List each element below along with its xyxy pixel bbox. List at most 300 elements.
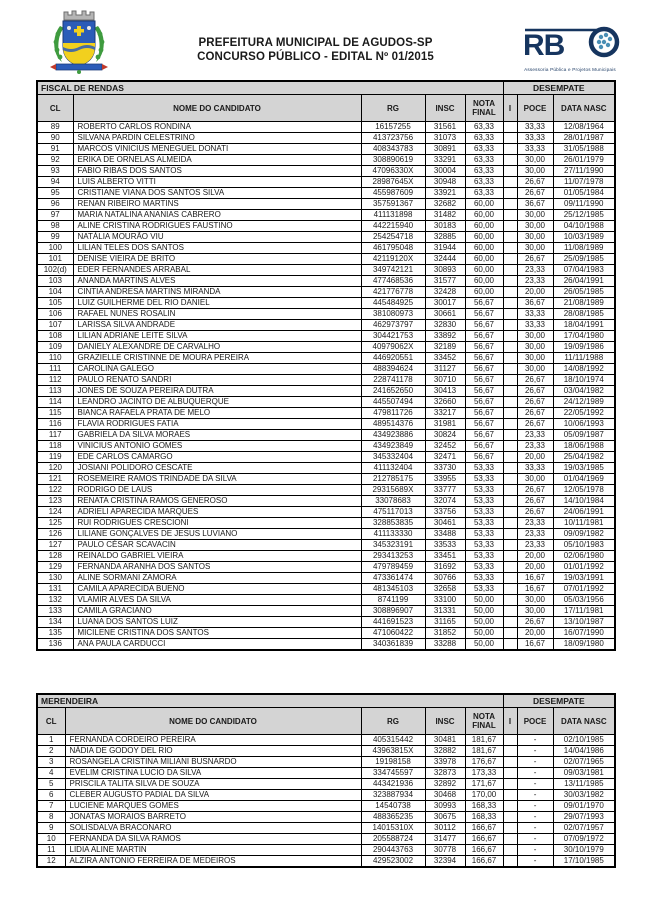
cell: 345332404: [361, 452, 425, 463]
cell: 106: [37, 309, 73, 320]
cell: 22/05/1992: [553, 408, 615, 419]
cell: 18/10/1974: [553, 375, 615, 386]
cell: CAROLINA GALEGO: [73, 364, 361, 375]
cell: 40979062X: [361, 342, 425, 353]
cell: JOSIANI POLIDORO CESCATE: [73, 463, 361, 474]
cell: 168,33: [465, 812, 503, 823]
cell: 357591367: [361, 199, 425, 210]
cell: 408343783: [361, 144, 425, 155]
cell: 29/07/1993: [553, 812, 615, 823]
cell: [503, 779, 517, 790]
cell: 308890619: [361, 155, 425, 166]
cell: EDER FERNANDES ARRABAL: [73, 265, 361, 276]
cell: 479811726: [361, 408, 425, 419]
cell: [503, 441, 517, 452]
cell: 02/10/1985: [553, 735, 615, 746]
cell: 56,67: [465, 430, 503, 441]
cell: 113: [37, 386, 73, 397]
cell: [503, 210, 517, 221]
cell: 17/11/1981: [553, 606, 615, 617]
table-row: [37, 463, 615, 474]
cell: [503, 790, 517, 801]
cell: 12: [37, 856, 65, 868]
cell: 30778: [425, 845, 465, 856]
cell: 429523002: [361, 856, 425, 868]
cell: LEANDRO JACINTO DE ALBUQUERQUE: [73, 397, 361, 408]
cell: [503, 419, 517, 430]
cell: 03/04/1982: [553, 386, 615, 397]
cell: 109: [37, 342, 73, 353]
cell: -: [517, 834, 553, 845]
cell: 53,33: [465, 518, 503, 529]
cell: FERNANDA DA SILVA RAMOS: [65, 834, 361, 845]
cell: 166,67: [465, 856, 503, 868]
table-row: [37, 397, 615, 408]
title-line-1: PREFEITURA MUNICIPAL DE AGUDOS-SP: [198, 37, 433, 49]
cell: EDE CARLOS CAMARGO: [73, 452, 361, 463]
cell: [503, 276, 517, 287]
cell: 7: [37, 801, 65, 812]
cell: 481345103: [361, 584, 425, 595]
col-header-data-nasc: DATA NASC: [553, 708, 615, 735]
cell: 30413: [425, 386, 465, 397]
table-row: [37, 364, 615, 375]
cell: 53,33: [465, 474, 503, 485]
cell: 25/09/1985: [553, 254, 615, 265]
cell: 95: [37, 188, 73, 199]
cell: 166,67: [465, 834, 503, 845]
cell: 30,00: [517, 606, 553, 617]
cell: 56,67: [465, 364, 503, 375]
cell: 308896907: [361, 606, 425, 617]
cell: [503, 801, 517, 812]
cell: 27/11/1990: [553, 166, 615, 177]
col-header-nota-final: NOTA FINAL: [465, 95, 503, 122]
cell: 166,67: [465, 845, 503, 856]
cell: 60,00: [465, 265, 503, 276]
table-row: [37, 353, 615, 364]
cell: 445484925: [361, 298, 425, 309]
table-row: [37, 408, 615, 419]
cell: 101: [37, 254, 73, 265]
cell: 31692: [425, 562, 465, 573]
cell: 445507494: [361, 397, 425, 408]
cell: [503, 474, 517, 485]
cell: 31981: [425, 419, 465, 430]
cell: 125: [37, 518, 73, 529]
cell: 132: [37, 595, 73, 606]
cell: 01/05/1984: [553, 188, 615, 199]
cell: -: [517, 779, 553, 790]
cell: [503, 584, 517, 595]
cell: FABIO RIBAS DOS SANTOS: [73, 166, 361, 177]
cell: REINALDO GABRIEL VIEIRA: [73, 551, 361, 562]
cell: [503, 452, 517, 463]
cell: 10/06/1993: [553, 419, 615, 430]
cell: 63,33: [465, 144, 503, 155]
cell: 33488: [425, 529, 465, 540]
cell: 36,67: [517, 298, 553, 309]
cell: 36,67: [517, 199, 553, 210]
cell: 11/11/1988: [553, 353, 615, 364]
cell: [503, 812, 517, 823]
cell: [503, 133, 517, 144]
table-row: [37, 606, 615, 617]
table-row: [37, 573, 615, 584]
cell: 60,00: [465, 254, 503, 265]
cell: 12/05/1978: [553, 485, 615, 496]
cell: 09/01/1970: [553, 801, 615, 812]
cell: 63,33: [465, 133, 503, 144]
cell: [503, 573, 517, 584]
cell: [503, 562, 517, 573]
table-row: [37, 779, 615, 790]
table-row: [37, 584, 615, 595]
cell: FERNANDA CORDEIRO PEREIRA: [65, 735, 361, 746]
cell: 2: [37, 746, 65, 757]
col-header-data-nasc: DATA NASC: [553, 95, 615, 122]
cell: 53,33: [465, 485, 503, 496]
cell: LUIZ GUILHERME DEL RIO DANIEL: [73, 298, 361, 309]
cell: RAFAEL NUNES ROSALIN: [73, 309, 361, 320]
cell: LUIS ALBERTO VITTI: [73, 177, 361, 188]
cell: 31127: [425, 364, 465, 375]
cell: 33078683: [361, 496, 425, 507]
table-row: [37, 210, 615, 221]
cell: 25/04/1982: [553, 452, 615, 463]
cell: 181,67: [465, 746, 503, 757]
cell: 91: [37, 144, 73, 155]
cell: 05/09/1987: [553, 430, 615, 441]
cell: CRISTIANE VIANA DOS SANTOS SILVA: [73, 188, 361, 199]
table-row: [37, 419, 615, 430]
cell: 30891: [425, 144, 465, 155]
cell: 104: [37, 287, 73, 298]
cell: 122: [37, 485, 73, 496]
cell: 50,00: [465, 617, 503, 628]
table-row: [37, 551, 615, 562]
table-row: [37, 540, 615, 551]
cell: 8: [37, 812, 65, 823]
cell: 228741178: [361, 375, 425, 386]
cell: 18/09/1980: [553, 639, 615, 651]
cell: [503, 757, 517, 768]
table-row: [37, 639, 615, 651]
cell: 107: [37, 320, 73, 331]
cell: [503, 496, 517, 507]
cell: [503, 485, 517, 496]
cell: [503, 254, 517, 265]
cell: 92: [37, 155, 73, 166]
section-title: FISCAL DE RENDAS: [37, 81, 503, 95]
cell: 11: [37, 845, 65, 856]
table-row: [37, 617, 615, 628]
cell: [503, 320, 517, 331]
cell: 31/05/1988: [553, 144, 615, 155]
cell: FLAVIA RODRIGUES FATIA: [73, 419, 361, 430]
cell: 90: [37, 133, 73, 144]
cell: 31482: [425, 210, 465, 221]
cell: 56,67: [465, 298, 503, 309]
cell: 56,67: [465, 342, 503, 353]
table-row: [37, 768, 615, 779]
cell: 20,00: [517, 562, 553, 573]
cell: 24/06/1991: [553, 507, 615, 518]
table-row: [37, 485, 615, 496]
cell: [503, 507, 517, 518]
cell: 50,00: [465, 628, 503, 639]
cell: 30,00: [517, 166, 553, 177]
cell: 09/09/1982: [553, 529, 615, 540]
cell: 30,00: [517, 595, 553, 606]
cell: 02/07/1965: [553, 757, 615, 768]
cell: LIDIA ALINE MARTIN: [65, 845, 361, 856]
cell: [503, 834, 517, 845]
cell: LUCIENE MARQUES GOMES: [65, 801, 361, 812]
column-header-row: [37, 95, 615, 122]
cell: MARCOS VINICIUS MENEGUEL DONATI: [73, 144, 361, 155]
cell: 32074: [425, 496, 465, 507]
cell: ANANDA MARTINS ALVES: [73, 276, 361, 287]
table-row: [37, 342, 615, 353]
cell: 105: [37, 298, 73, 309]
cell: 32885: [425, 232, 465, 243]
cell: [503, 331, 517, 342]
cell: 14/08/1992: [553, 364, 615, 375]
cell: 09/03/1981: [553, 768, 615, 779]
cell: 02/06/1980: [553, 551, 615, 562]
cell: [503, 463, 517, 474]
col-header-insc: INSC: [425, 95, 465, 122]
cell: 473361474: [361, 573, 425, 584]
cell: 32189: [425, 342, 465, 353]
table-row: [37, 441, 615, 452]
cell: 461795048: [361, 243, 425, 254]
section-title: MERENDEIRA: [37, 694, 503, 708]
cell: 19/09/1986: [553, 342, 615, 353]
cell: 19198158: [361, 757, 425, 768]
cell: LILIAN ADRIANE LEITE SILVA: [73, 331, 361, 342]
cell: 488394624: [361, 364, 425, 375]
cell: 29315689X: [361, 485, 425, 496]
cell: 23,33: [517, 518, 553, 529]
cell: 20,00: [517, 287, 553, 298]
table-row: [37, 133, 615, 144]
cell: 98: [37, 221, 73, 232]
cell: 07/01/1992: [553, 584, 615, 595]
cell: 20,00: [517, 452, 553, 463]
col-header-poce: POCE: [517, 708, 553, 735]
cell: 32882: [425, 746, 465, 757]
cell: 33451: [425, 551, 465, 562]
cell: 110: [37, 353, 73, 364]
cell: 119: [37, 452, 73, 463]
svg-text:RB: RB: [523, 29, 565, 62]
column-header-row: [37, 708, 615, 735]
cell: 42119120X: [361, 254, 425, 265]
cell: 11/07/1978: [553, 177, 615, 188]
cell: 30/03/1982: [553, 790, 615, 801]
cell: [503, 199, 517, 210]
cell: 446920551: [361, 353, 425, 364]
cell: 16,67: [517, 639, 553, 651]
cell: [503, 232, 517, 243]
cell: 30004: [425, 166, 465, 177]
cell: 23,33: [517, 276, 553, 287]
cell: 33730: [425, 463, 465, 474]
cell: 63,33: [465, 188, 503, 199]
cell: -: [517, 812, 553, 823]
cell: 116: [37, 419, 73, 430]
cell: 60,00: [465, 243, 503, 254]
cell: LARISSA SILVA ANDRADE: [73, 320, 361, 331]
cell: 33892: [425, 331, 465, 342]
cell: [503, 166, 517, 177]
table-row: [37, 144, 615, 155]
cell: 30,00: [517, 342, 553, 353]
cell: 126: [37, 529, 73, 540]
cell: 26,67: [517, 496, 553, 507]
cell: 100: [37, 243, 73, 254]
col-header-insc: INSC: [425, 708, 465, 735]
cell: -: [517, 757, 553, 768]
section-header-row: [37, 694, 615, 708]
cell: ANA PAULA CARDUCCI: [73, 639, 361, 651]
cell: 26/05/1985: [553, 287, 615, 298]
cell: [503, 540, 517, 551]
cell: 31944: [425, 243, 465, 254]
cell: 33533: [425, 540, 465, 551]
cell: SOLISDALVA BRACONARO: [65, 823, 361, 834]
cell: GABRIELA DA SILVA MORAES: [73, 430, 361, 441]
cell: [503, 606, 517, 617]
cell: ROBERTO CARLOS RONDINA: [73, 122, 361, 133]
cell: 133: [37, 606, 73, 617]
table-row: [37, 562, 615, 573]
table-row: [37, 812, 615, 823]
cell: 60,00: [465, 232, 503, 243]
cell: 09/11/1990: [553, 199, 615, 210]
cell: 56,67: [465, 331, 503, 342]
cell: 10: [37, 834, 65, 845]
cell: 345323191: [361, 540, 425, 551]
cell: DANIELY ALEXANDRE DE CARVALHO: [73, 342, 361, 353]
table-row: [37, 735, 615, 746]
cell: 14/04/1986: [553, 746, 615, 757]
cell: 181,67: [465, 735, 503, 746]
table-row: [37, 166, 615, 177]
cell: 33,33: [517, 133, 553, 144]
cell: 26,67: [517, 397, 553, 408]
cell: 168,33: [465, 801, 503, 812]
table-row: [37, 507, 615, 518]
cell: 462973797: [361, 320, 425, 331]
cell: [503, 746, 517, 757]
cell: 33777: [425, 485, 465, 496]
cell: 3: [37, 757, 65, 768]
cell: 56,67: [465, 408, 503, 419]
cell: 30710: [425, 375, 465, 386]
cell: 21/08/1989: [553, 298, 615, 309]
cell: 136: [37, 639, 73, 651]
cell: 26,67: [517, 485, 553, 496]
col-header-i: I: [503, 95, 517, 122]
cell: -: [517, 823, 553, 834]
cell: ROSANGELA CRISTINA MILIANI BUSNARDO: [65, 757, 361, 768]
cell: 26,67: [517, 188, 553, 199]
cell: 47096330X: [361, 166, 425, 177]
cell: ALINE SORMANI ZAMORA: [73, 573, 361, 584]
cell: 33288: [425, 639, 465, 651]
cell: 31561: [425, 122, 465, 133]
table-row: [37, 757, 615, 768]
cell: 26/01/1979: [553, 155, 615, 166]
cell: 471060422: [361, 628, 425, 639]
cell: 30017: [425, 298, 465, 309]
cell: 30,00: [517, 364, 553, 375]
table-row: [37, 375, 615, 386]
cell: 26/04/1991: [553, 276, 615, 287]
cell: 23,33: [517, 430, 553, 441]
cell: 94: [37, 177, 73, 188]
cell: ADRIELI APARECIDA MARQUES: [73, 507, 361, 518]
cell: 30,00: [517, 331, 553, 342]
cell: 23,33: [517, 265, 553, 276]
cell: 455987609: [361, 188, 425, 199]
cell: 16/07/1990: [553, 628, 615, 639]
cell: 334745597: [361, 768, 425, 779]
cell: 32428: [425, 287, 465, 298]
cell: 33,33: [517, 463, 553, 474]
col-header-nome: NOME DO CANDIDATO: [65, 708, 361, 735]
cell: 30/10/1979: [553, 845, 615, 856]
cell: 33291: [425, 155, 465, 166]
cell: 26,67: [517, 507, 553, 518]
cell: 28987645X: [361, 177, 425, 188]
cell: 129: [37, 562, 73, 573]
cell: [503, 298, 517, 309]
cell: 14540738: [361, 801, 425, 812]
cell: 381080973: [361, 309, 425, 320]
cell: 20,00: [517, 628, 553, 639]
cell: 53,33: [465, 540, 503, 551]
table-row: [37, 155, 615, 166]
cell: FERNANDA ARANHA DOS SANTOS: [73, 562, 361, 573]
cell: [503, 353, 517, 364]
cell: 30948: [425, 177, 465, 188]
cell: 33217: [425, 408, 465, 419]
cell: 31477: [425, 834, 465, 845]
cell: [503, 122, 517, 133]
cell: 30,00: [517, 474, 553, 485]
cell: 405315442: [361, 735, 425, 746]
cell: LILIAN TELES DOS SANTOS: [73, 243, 361, 254]
cell: 32892: [425, 779, 465, 790]
cell: 25/12/1985: [553, 210, 615, 221]
cell: CAMILA GRACIANO: [73, 606, 361, 617]
table-row: [37, 628, 615, 639]
cell: [503, 768, 517, 779]
cell: 60,00: [465, 199, 503, 210]
cell: RODRIGO DE LAUS: [73, 485, 361, 496]
cell: 53,33: [465, 562, 503, 573]
cell: ROSEMEIRE RAMOS TRINDADE DA SILVA: [73, 474, 361, 485]
cell: 10/11/1981: [553, 518, 615, 529]
cell: -: [517, 856, 553, 868]
cell: 30893: [425, 265, 465, 276]
cell: 60,00: [465, 287, 503, 298]
cell: 13/10/1987: [553, 617, 615, 628]
